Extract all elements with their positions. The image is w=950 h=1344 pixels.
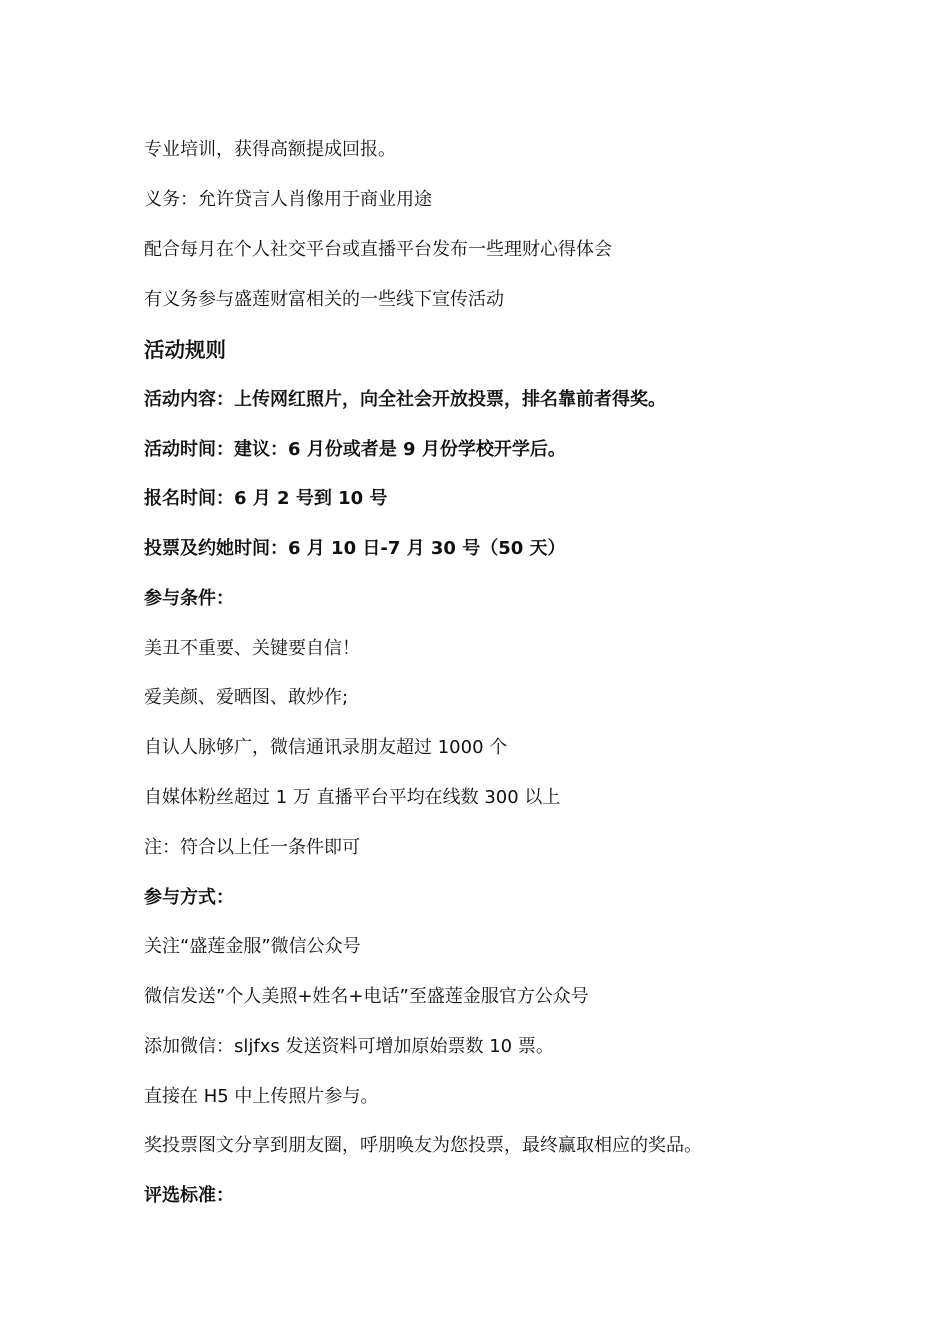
paragraph-method-follow-account: 关注“盛莲金服”微信公众号 [144,936,361,957]
paragraph-obligation-offline-events: 有义务参与盛莲财富相关的一些线下宣传活动 [144,289,504,310]
subheading-selection-criteria: 评选标准： [144,1185,234,1206]
paragraph-registration-time: 报名时间：6 月 2 号到 10 号 [144,488,388,509]
paragraph-method-add-wechat: 添加微信：sljfxs 发送资料可增加原始票数 10 票。 [144,1036,554,1057]
paragraph-condition-selfies: 爱美颜、爱晒图、敢炒作; [144,687,349,708]
section-heading-activity-rules: 活动规则 [144,338,226,362]
paragraph-condition-note: 注：符合以上任一条件即可 [144,837,360,858]
subheading-participation-conditions: 参与条件： [144,588,234,609]
paragraph-method-send-photo: 微信发送”个人美照+姓名+电话”至盛莲金服官方公众号 [144,986,589,1007]
paragraph-method-h5-upload: 直接在 H5 中上传照片参与。 [144,1086,379,1107]
paragraph-condition-followers: 自媒体粉丝超过 1 万 直播平台平均在线数 300 以上 [144,787,561,808]
paragraph-condition-confidence: 美丑不重要、关键要自信！ [144,638,360,659]
paragraph-activity-content: 活动内容：上传网红照片，向全社会开放投票，排名靠前者得奖。 [144,389,666,410]
subheading-participation-method: 参与方式： [144,887,234,908]
paragraph-voting-time: 投票及约她时间：6 月 10 日-7 月 30 号（50 天） [144,538,566,559]
paragraph-obligation-portrait: 义务：允许贷言人肖像用于商业用途 [144,189,432,210]
paragraph-method-share-moments: 奖投票图文分享到朋友圈，呼朋唤友为您投票，最终赢取相应的奖品。 [144,1135,702,1156]
paragraph-training-reward: 专业培训，获得高额提成回报。 [144,139,396,160]
paragraph-obligation-social-posts: 配合每月在个人社交平台或直播平台发布一些理财心得体会 [144,239,612,260]
paragraph-condition-contacts: 自认人脉够广，微信通讯录朋友超过 1000 个 [144,737,508,758]
paragraph-activity-time: 活动时间：建议：6 月份或者是 9 月份学校开学后。 [144,439,566,460]
